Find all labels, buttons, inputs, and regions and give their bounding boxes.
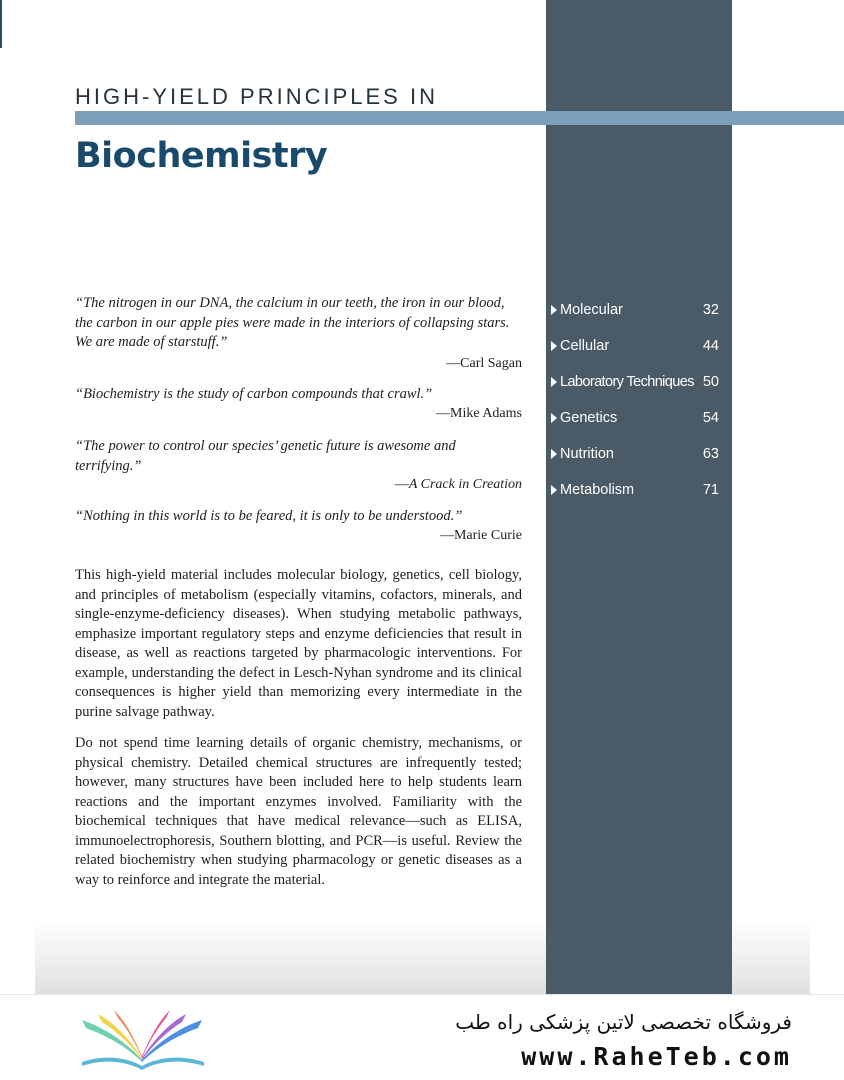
toc-item-page: 50 — [702, 374, 719, 390]
toc-item-molecular[interactable] — [551, 292, 719, 328]
toc-item-laboratory-techniques[interactable] — [551, 364, 719, 400]
header-rule — [75, 111, 844, 125]
toc-item-label: Cellular — [560, 338, 610, 354]
chapter-subtitle: HIGH-YIELD PRINCIPLES IN — [75, 84, 438, 109]
triangle-right-icon — [551, 449, 557, 459]
toc-item-page: 54 — [702, 410, 719, 426]
shop-name: فروشگاه تخصصی لاتین پزشکی راه طب — [455, 1010, 792, 1034]
chapter-title: Biochemistry — [75, 136, 328, 176]
toc-item-genetics[interactable] — [551, 400, 719, 436]
triangle-right-icon — [551, 377, 557, 387]
toc-item-label: Genetics — [560, 410, 618, 426]
quote-author-title: A Crack in Creation — [408, 477, 522, 492]
quote-author-dash: — — [394, 477, 409, 492]
toc-item-label: Metabolism — [560, 482, 635, 498]
chapter-toc — [551, 292, 719, 508]
quote-author: —Marie Curie — [439, 528, 522, 543]
triangle-right-icon — [551, 341, 557, 351]
quote-author — [395, 477, 522, 493]
footer-divider — [0, 994, 844, 995]
triangle-right-icon — [551, 413, 557, 423]
quote-text: “The nitrogen in our DNA, the calcium in our teeth, the iron in our blood, the carbon in our apple pies were made in the interiors of collapsing stars. We are made of starstuff.” — [75, 295, 510, 350]
open-book-logo — [78, 1008, 208, 1070]
toc-item-label: Molecular — [560, 302, 623, 318]
quote-text: “The power to control our species’ genetic future is awesome and terrifying.” — [75, 438, 456, 474]
toc-item-page: 63 — [702, 446, 719, 462]
quote-text: “Biochemistry is the study of carbon compounds that crawl.” — [75, 386, 433, 402]
intro-paragraph: This high-yield material includes molecular biology, genetics, cell biology, and principles of metabolism (especially vitamins, cofactors, minerals, and single-enzyme-deficiency diseases). When studying metabolic pathways, emphasize important regulatory steps and enzyme deficiencies that result in disease, as well as reactions targeted by pharmacologic interventions. For example, understanding the defect in Lesch-Nyhan syndrome and its clinical consequences is higher yield than memorizing every intermediate in the purine salvage pathway. — [75, 567, 522, 720]
toc-item-label: Nutrition — [560, 446, 614, 462]
toc-item-label: Laboratory Techniques — [560, 374, 694, 390]
intro-paragraph: Do not spend time learning details of organic chemistry, mechanisms, or physical chemistry. Detailed chemical structures are infrequently tested; however, many structures have been included here to help students learn reactions and the important enzymes involved. Familiarity with the biochemical techniques that have medical relevance—such as ELISA, immunoelectrophoresis, Southern blotting, and PCR—is useful. Review the related biochemistry when studying pharmacology or genetic diseases as a way to reinforce and integrate the material. — [75, 735, 522, 888]
toc-item-cellular[interactable] — [551, 328, 719, 364]
quote-text: “Nothing in this world is to be feared, it is only to be understood.” — [75, 508, 463, 524]
triangle-right-icon — [551, 305, 557, 315]
toc-item-page: 44 — [702, 338, 719, 354]
toc-item-nutrition[interactable] — [551, 436, 719, 472]
triangle-right-icon — [551, 485, 557, 495]
toc-item-page: 71 — [702, 482, 719, 498]
toc-item-metabolism[interactable] — [551, 472, 719, 508]
quote-author: —Carl Sagan — [446, 356, 522, 371]
toc-item-page: 32 — [702, 302, 719, 318]
page-edge-marker — [0, 0, 2, 48]
chapter-sidebar-bottom — [546, 920, 732, 994]
shop-url[interactable]: www.RaheTeb.com — [521, 1042, 792, 1071]
quote-author: —Mike Adams — [436, 406, 522, 421]
